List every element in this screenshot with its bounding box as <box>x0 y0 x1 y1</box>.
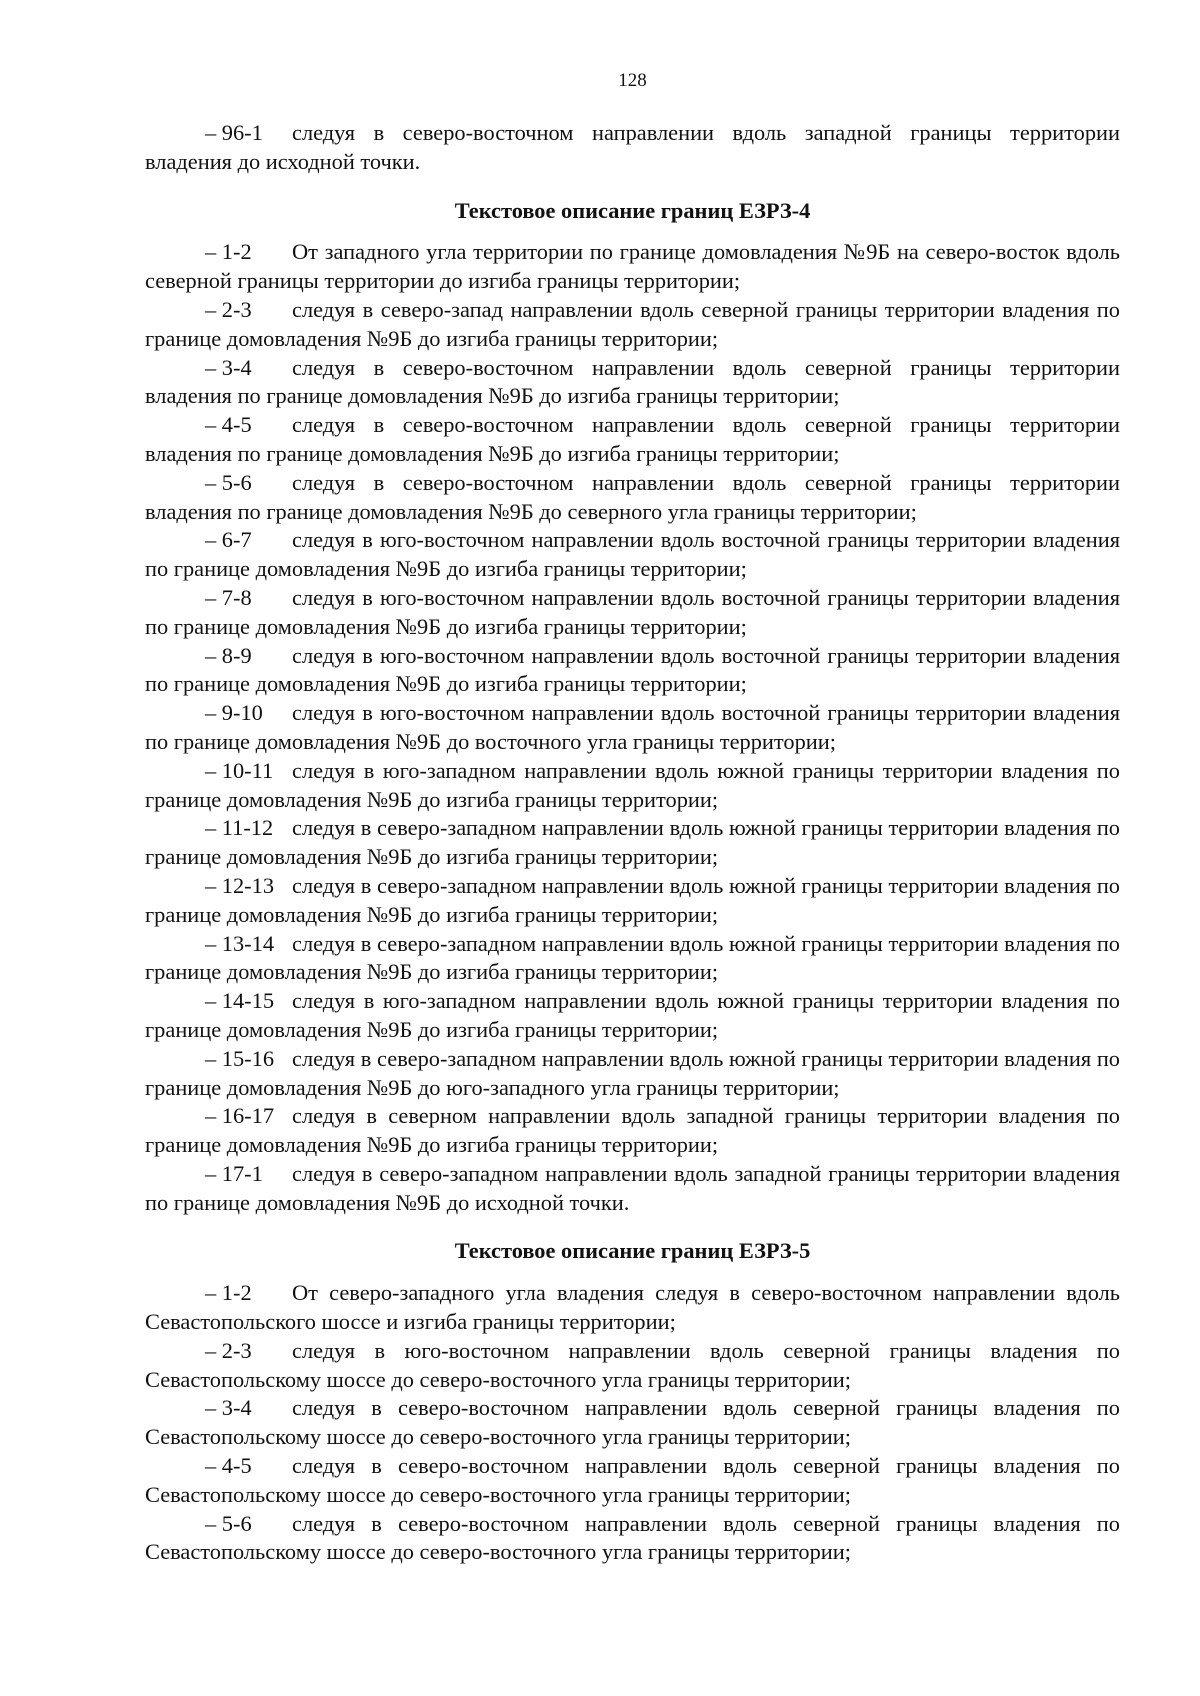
boundary-list <box>145 1279 1120 1567</box>
boundary-item <box>145 469 1120 527</box>
boundary-item <box>145 1160 1120 1218</box>
boundary-item <box>145 699 1120 757</box>
boundary-item <box>145 238 1120 296</box>
segment-text: следуя в юго-западном направлении вдоль южной границы территории владения по границе домовладения №9Б до изгиба границы территории; <box>145 757 1120 812</box>
segment-text: следуя в северо-восточном направлении вдоль западной границы территории владения до исходной точки. <box>145 120 1120 174</box>
segment-code: – 7-8 <box>205 584 252 610</box>
segment-text: следуя в северо-западном направлении вдоль южной границы территории владения по границе домовладения №9Б до изгиба границы территории; <box>145 872 1120 927</box>
boundary-item <box>145 930 1120 988</box>
segment-text: следуя в юго-восточном направлении вдоль восточной границы территории владения по границе домовладения №9Б до изгиба границы территории; <box>145 584 1120 639</box>
segment-code: – 15-16 <box>205 1045 275 1071</box>
segment-code: – 2-3 <box>205 296 252 322</box>
segment-code: – 5-6 <box>205 1510 252 1536</box>
section-heading: Текстовое описание границ ЕЗРЗ-5 <box>454 1238 811 1264</box>
segment-code: – 8-9 <box>205 642 252 668</box>
segment-code: – 4-5 <box>205 1453 252 1479</box>
boundary-list <box>145 238 1120 1217</box>
segment-text: следуя в северо-западном направлении вдоль южной границы территории владения по границе домовладения №9Б до изгиба границы территории; <box>145 815 1120 870</box>
segment-text: От северо-западного угла владения следуя в северо-восточном направлении вдоль Севастопольского шоссе и изгиба границы территории; <box>145 1280 1120 1335</box>
segment-text: следуя в юго-восточном направлении вдоль восточной границы территории владения по границе домовладения №9Б до восточного угла границы территории; <box>145 700 1120 754</box>
boundary-item <box>145 584 1120 642</box>
segment-code: – 9-10 <box>205 700 263 726</box>
segment-text: следуя в северо-восточном направлении вдоль северной границы владения по Севастопольскому шоссе до северо-восточного угла границы территории; <box>145 1510 1120 1565</box>
segment-text: следуя в юго-восточном направлении вдоль восточной границы территории владения по границе домовладения №9Б до изгиба границы территории; <box>145 642 1120 697</box>
segment-code: – 96-1 <box>205 120 263 145</box>
segment-code: – 3-4 <box>205 354 252 380</box>
boundary-item <box>145 872 1120 930</box>
boundary-item <box>145 354 1120 412</box>
boundary-item <box>145 1394 1120 1452</box>
segment-text: От западного угла территории по границе домовладения №9Б на северо-восток вдоль северной границы территории до изгиба границы территории; <box>145 239 1120 294</box>
segment-text: следуя в северо-запад направлении вдоль северной границы территории владения по границе домовладения №9Б до изгиба границы территории; <box>145 296 1120 351</box>
segment-code: – 5-6 <box>205 469 252 495</box>
segment-code: – 1-2 <box>205 1280 252 1306</box>
segment-text: следуя в северо-восточном направлении вдоль северной границы владения по Севастопольскому шоссе до северо-восточного угла границы территории; <box>145 1453 1120 1507</box>
boundary-item <box>145 757 1120 815</box>
intro-block <box>145 119 1120 177</box>
boundary-item <box>145 1337 1120 1395</box>
boundary-item <box>145 987 1120 1045</box>
segment-code: – 3-4 <box>205 1395 252 1421</box>
boundary-item <box>145 526 1120 584</box>
boundary-item <box>145 296 1120 354</box>
boundary-item <box>145 119 1120 177</box>
segment-text: следуя в северо-западном направлении вдоль западной границы территории владения по границе домовладения №9Б до исходной точки. <box>145 1160 1120 1215</box>
segment-text: следуя в северном направлении вдоль западной границы территории владения по границе домовладения №9Б до изгиба границы территории; <box>145 1103 1120 1158</box>
segment-text: следуя в северо-восточном направлении вдоль северной границы территории владения по границе домовладения №9Б до изгиба границы территории; <box>145 354 1120 409</box>
segment-code: – 10-11 <box>205 757 274 783</box>
boundary-item <box>145 1102 1120 1160</box>
boundary-item <box>145 1452 1120 1510</box>
segment-text: следуя в северо-западном направлении вдоль южной границы территории владения по границе домовладения №9Б до изгиба границы территории; <box>145 930 1120 985</box>
segment-code: – 12-13 <box>205 872 275 898</box>
section-ezrz-4 <box>145 197 1120 1218</box>
segment-code: – 1-2 <box>205 239 252 265</box>
segment-code: – 6-7 <box>205 527 252 553</box>
boundary-item <box>145 1279 1120 1337</box>
segment-code: – 11-12 <box>205 815 274 841</box>
segment-code: – 16-17 <box>205 1103 275 1129</box>
boundary-item <box>145 814 1120 872</box>
segment-code: – 14-15 <box>205 988 275 1014</box>
boundary-item <box>145 1510 1120 1568</box>
segment-code: – 2-3 <box>205 1337 252 1363</box>
segment-text: следуя в юго-западном направлении вдоль южной границы территории владения по границе домовладения №9Б до изгиба границы территории; <box>145 988 1120 1042</box>
segment-text: следуя в северо-восточном направлении вдоль северной границы территории владения по границе домовладения №9Б до изгиба границы территории; <box>145 412 1120 466</box>
boundary-item <box>145 1045 1120 1103</box>
segment-text: следуя в юго-восточном направлении вдоль северной границы владения по Севастопольскому шоссе до северо-восточного угла границы территории; <box>145 1337 1120 1392</box>
segment-code: – 4-5 <box>205 412 252 438</box>
segment-code: – 13-14 <box>205 930 275 956</box>
section-heading: Текстовое описание границ ЕЗРЗ-4 <box>454 197 811 223</box>
segment-text: следуя в северо-восточном направлении вдоль северной границы владения по Севастопольскому шоссе до северо-восточного угла границы территории; <box>145 1395 1120 1450</box>
boundary-item <box>145 411 1120 469</box>
segment-text: следуя в юго-восточном направлении вдоль восточной границы территории владения по границе домовладения №9Б до изгиба границы территории; <box>145 527 1120 582</box>
segment-text: следуя в северо-восточном направлении вдоль северной границы территории владения по границе домовладения №9Б до северного угла границы территории; <box>145 469 1120 524</box>
section-ezrz-5 <box>145 1237 1120 1567</box>
segment-code: – 17-1 <box>205 1160 263 1186</box>
document-content <box>145 119 1120 1567</box>
page-number: 128 <box>618 70 647 91</box>
segment-text: следуя в северо-западном направлении вдоль южной границы территории владения по границе домовладения №9Б до юго-западного угла границы территории; <box>145 1045 1120 1100</box>
boundary-item <box>145 642 1120 700</box>
